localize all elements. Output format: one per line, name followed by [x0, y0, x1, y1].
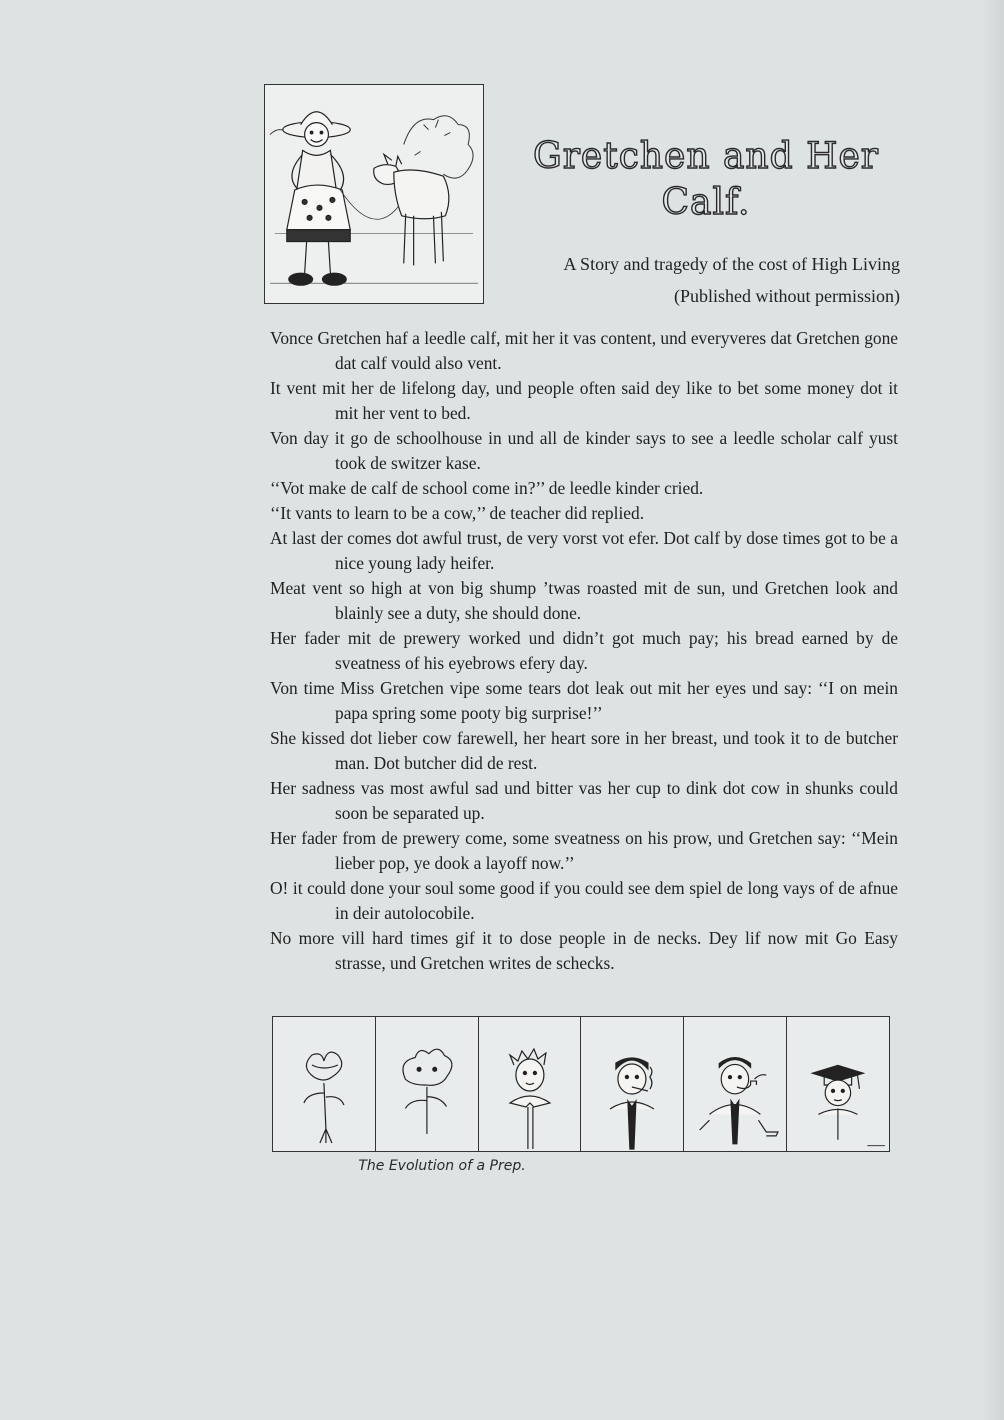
story-paragraph: Meat vent so high at von big shump ’twas roasted mit de sun, und Gretchen look and blainly see a duty, she should done. — [270, 578, 898, 623]
story-paragraph: O! it could done your soul some good if you could see dem spiel de long vays of de afnue in deir autolocobile. — [270, 878, 898, 923]
story-paragraph: ‘‘Vot make de calf de school come in?’’ de leedle kinder cried. — [270, 478, 704, 498]
story-paragraph: It vent mit her de lifelong day, und people often said dey like to bet some money dot it mit her vent to bed. — [270, 378, 898, 423]
panel-youth-with-pipe — [684, 1017, 787, 1151]
subtitle-line-2: (Published without permission) — [674, 286, 900, 306]
page-edge-shadow — [982, 0, 1004, 1420]
panel-graduate-in-cap — [787, 1017, 889, 1151]
story-paragraph: Her fader from de prewery come, some sveatness on his prow, und Gretchen say: ‘‘Mein lieber pop, ye dook a layoff now.’’ — [270, 828, 898, 873]
story-paragraph: Vonce Gretchen haf a leedle calf, mit her it vas content, und everyveres dat Gretchen gone dat calf vould also vent. — [270, 328, 898, 373]
evolution-strip — [272, 1016, 890, 1152]
story-subtitle — [470, 248, 900, 312]
story-paragraph: At last der comes dot awful trust, de very vorst vot efer. Dot calf by dose times got to be a nice young lady heifer. — [270, 528, 898, 573]
story-paragraph: Her fader mit de prewery worked und didn’t got much pay; his bread earned by de sveatness of his eyebrows efery day. — [270, 628, 898, 673]
panel-flower-bloom — [376, 1017, 479, 1151]
title-line-2: Calf. — [661, 182, 751, 223]
story-paragraph: No more vill hard times gif it to dose people in de necks. Dey lif now mit Go Easy strasse, und Gretchen writes de schecks. — [270, 928, 898, 973]
panel-boy-with-cigarette — [581, 1017, 684, 1151]
story-title — [506, 134, 906, 226]
subtitle-line-1: A Story and tragedy of the cost of High Living — [563, 254, 900, 274]
story-paragraph: Her sadness vas most awful sad und bitter vas her cup to dink dot cow in shunks could soon be separated up. — [270, 778, 898, 823]
panel-sprout-head — [479, 1017, 582, 1151]
story-paragraph: Von time Miss Gretchen vipe some tears dot leak out mit her eyes und say: ‘‘I on mein papa spring some pooty big surprise!’’ — [270, 678, 898, 723]
strip-caption: The Evolution of a Prep. — [358, 1158, 526, 1174]
panel-flower-bud — [273, 1017, 376, 1151]
story-paragraph: ‘‘It vants to learn to be a cow,’’ de teacher did replied. — [270, 503, 645, 523]
story-text — [270, 326, 898, 976]
title-line-1: Gretchen and Her — [532, 136, 880, 177]
story-paragraph: She kissed dot lieber cow farewell, her heart sore in her breast, und took it to de butcher man. Dot butcher did de rest. — [270, 728, 898, 773]
gretchen-calf-illustration — [264, 84, 484, 304]
gretchen-calf-drawing — [265, 85, 483, 303]
story-paragraph: Von day it go de schoolhouse in und all de kinder says to see a leedle scholar calf yust took de switzer kase. — [270, 428, 898, 473]
